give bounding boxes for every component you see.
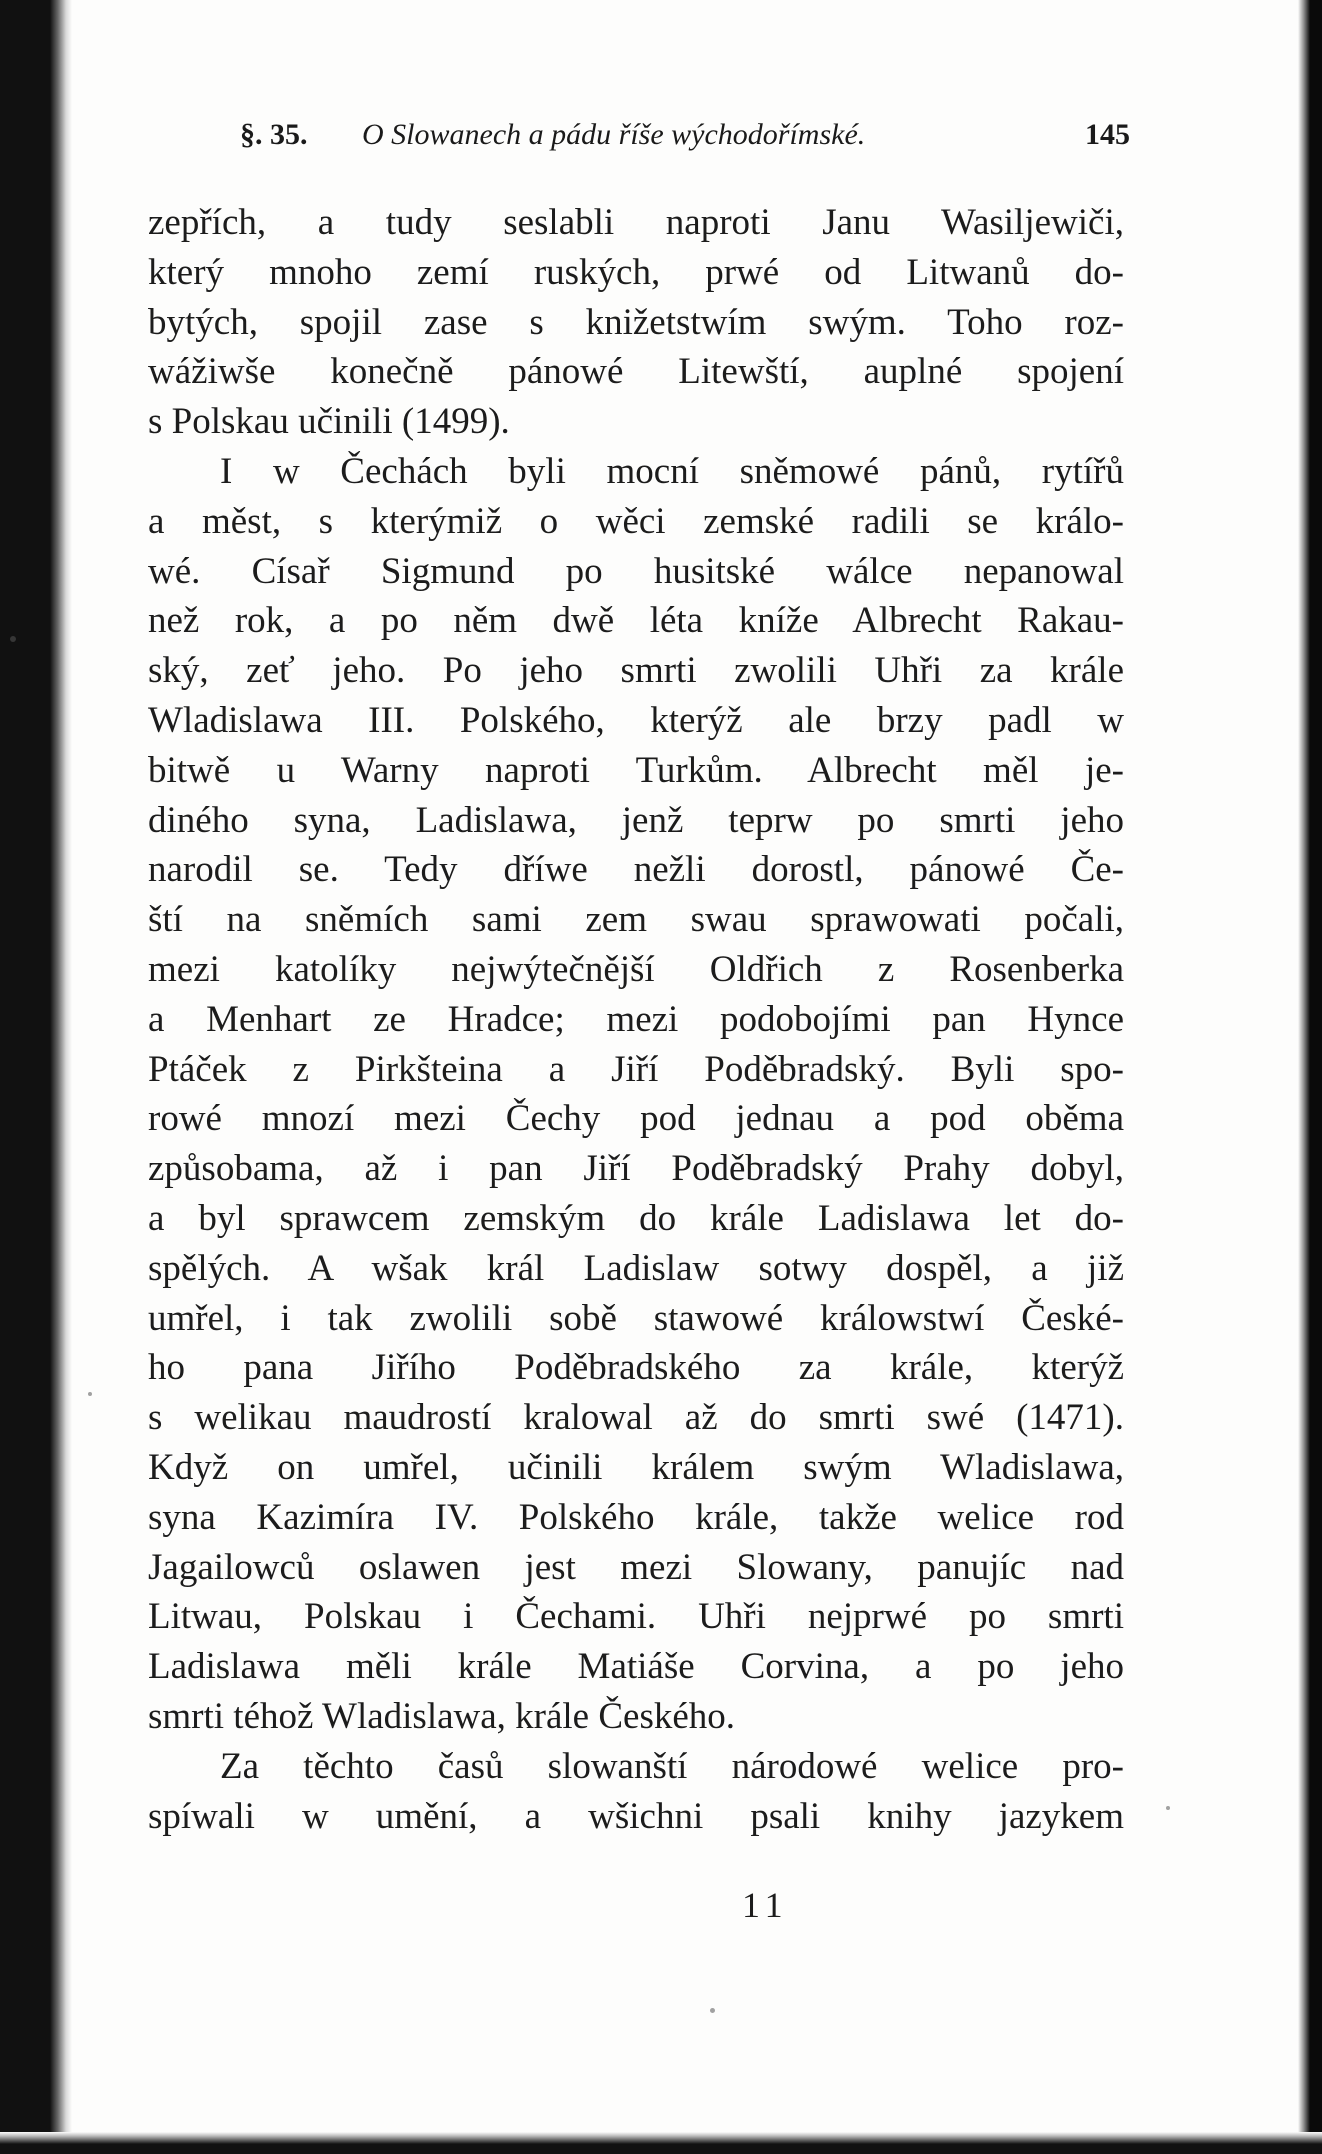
chapter-title: O Slowanech a pádu říše wýchodořímské. <box>362 118 866 151</box>
ink-speck <box>710 2008 715 2013</box>
text-line: I w Čechách byli mocní sněmowé pánů, rytířů <box>220 450 1124 492</box>
text-line: bytých, spojil zase s knižetstwím swým. Toho roz- <box>148 301 1124 343</box>
text-line: umřel, i tak zwolili sobě stawowé králowstwí České- <box>148 1297 1124 1339</box>
text-line: ský, zeť jeho. Po jeho smrti zwolili Uhři za krále <box>148 650 1124 692</box>
paragraph <box>148 198 1124 447</box>
text-line: narodil se. Tedy dříwe nežli dorostl, pánowé Če- <box>148 849 1124 891</box>
text-line: Jagailowců oslawen jest mezi Slowany, panujíc nad <box>148 1546 1124 1588</box>
text-line: spělých. A wšak král Ladislaw sotwy dospěl, a již <box>148 1247 1124 1289</box>
scan-right-edge <box>1298 0 1322 2154</box>
page-body <box>148 198 1124 1841</box>
text-line: zepřích, a tudy seslabli naproti Janu Wasiljewiči, <box>148 202 1124 243</box>
section-number: §. 35. <box>240 118 308 151</box>
scan-bottom-edge <box>0 2132 1322 2154</box>
text-line: wážiwše konečně pánowé Litewští, auplné spojení <box>148 351 1124 393</box>
text-line: syna Kazimíra IV. Polského krále, takže welice rod <box>148 1496 1124 1538</box>
text-line: diného syna, Ladislawa, jenž teprw po smrti jeho <box>148 799 1124 841</box>
ink-speck <box>1166 1806 1170 1810</box>
text-line: a měst, s kterýmiž o wěci zemské radili se králo- <box>148 500 1124 542</box>
text-line: smrti téhož Wladislawa, krále Českého. <box>148 1695 736 1737</box>
text-line: Ladislawa měli krále Matiáše Corvina, a po jeho <box>148 1646 1124 1688</box>
text-line: s welikau maudrostí kralowal až do smrti swé (1471). <box>148 1397 1124 1439</box>
text-line: Litwau, Polskau i Čechami. Uhři nejprwé po smrti <box>148 1596 1124 1638</box>
text-line: Wladislawa III. Polského, kterýž ale brzy padl w <box>148 699 1124 741</box>
text-line: ho pana Jiřího Poděbradského za krále, kterýž <box>148 1347 1124 1389</box>
text-line: a Menhart ze Hradce; mezi podobojími pan Hynce <box>148 998 1124 1040</box>
running-header <box>240 118 1130 168</box>
text-line: bitwě u Warny naproti Turkům. Albrecht měl je- <box>148 749 1124 791</box>
page-number: 145 <box>1085 118 1130 151</box>
text-line: Za těchto časů slowanští národowé welice pro- <box>220 1745 1124 1787</box>
text-line: wé. Císař Sigmund po husitské wálce nepanowal <box>148 550 1124 592</box>
text-line: ští na sněmích sami zem swau sprawowati počali, <box>148 899 1124 941</box>
text-line: mezi katolíky nejwýtečnější Oldřich z Rosenberka <box>148 948 1124 990</box>
text-line: s Polskau učinili (1499). <box>148 401 510 443</box>
scan-left-edge <box>0 0 72 2154</box>
text-line: spíwali w umění, a wšichni psali knihy jazykem <box>148 1795 1124 1837</box>
ink-speck <box>88 1392 92 1396</box>
signature-mark: 11 <box>742 1885 789 1925</box>
text-line: způsobama, až i pan Jiří Poděbradský Prahy dobyl, <box>148 1148 1124 1190</box>
text-line: a byl sprawcem zemským do krále Ladislawa let do- <box>148 1197 1124 1239</box>
text-line: rowé mnozí mezi Čechy pod jednau a pod oběma <box>148 1098 1124 1140</box>
paragraph <box>148 1742 1124 1842</box>
text-line: který mnoho zemí ruských, prwé od Litwanů do- <box>148 251 1124 293</box>
text-line: Když on umřel, učinili králem swým Wladislawa, <box>148 1446 1124 1488</box>
text-line: Ptáček z Pirkšteina a Jiří Poděbradský. Byli spo- <box>148 1048 1124 1090</box>
ink-speck <box>10 636 16 642</box>
paragraph <box>148 447 1124 1742</box>
text-line: než rok, a po něm dwě léta kníže Albrecht Rakau- <box>148 600 1124 642</box>
